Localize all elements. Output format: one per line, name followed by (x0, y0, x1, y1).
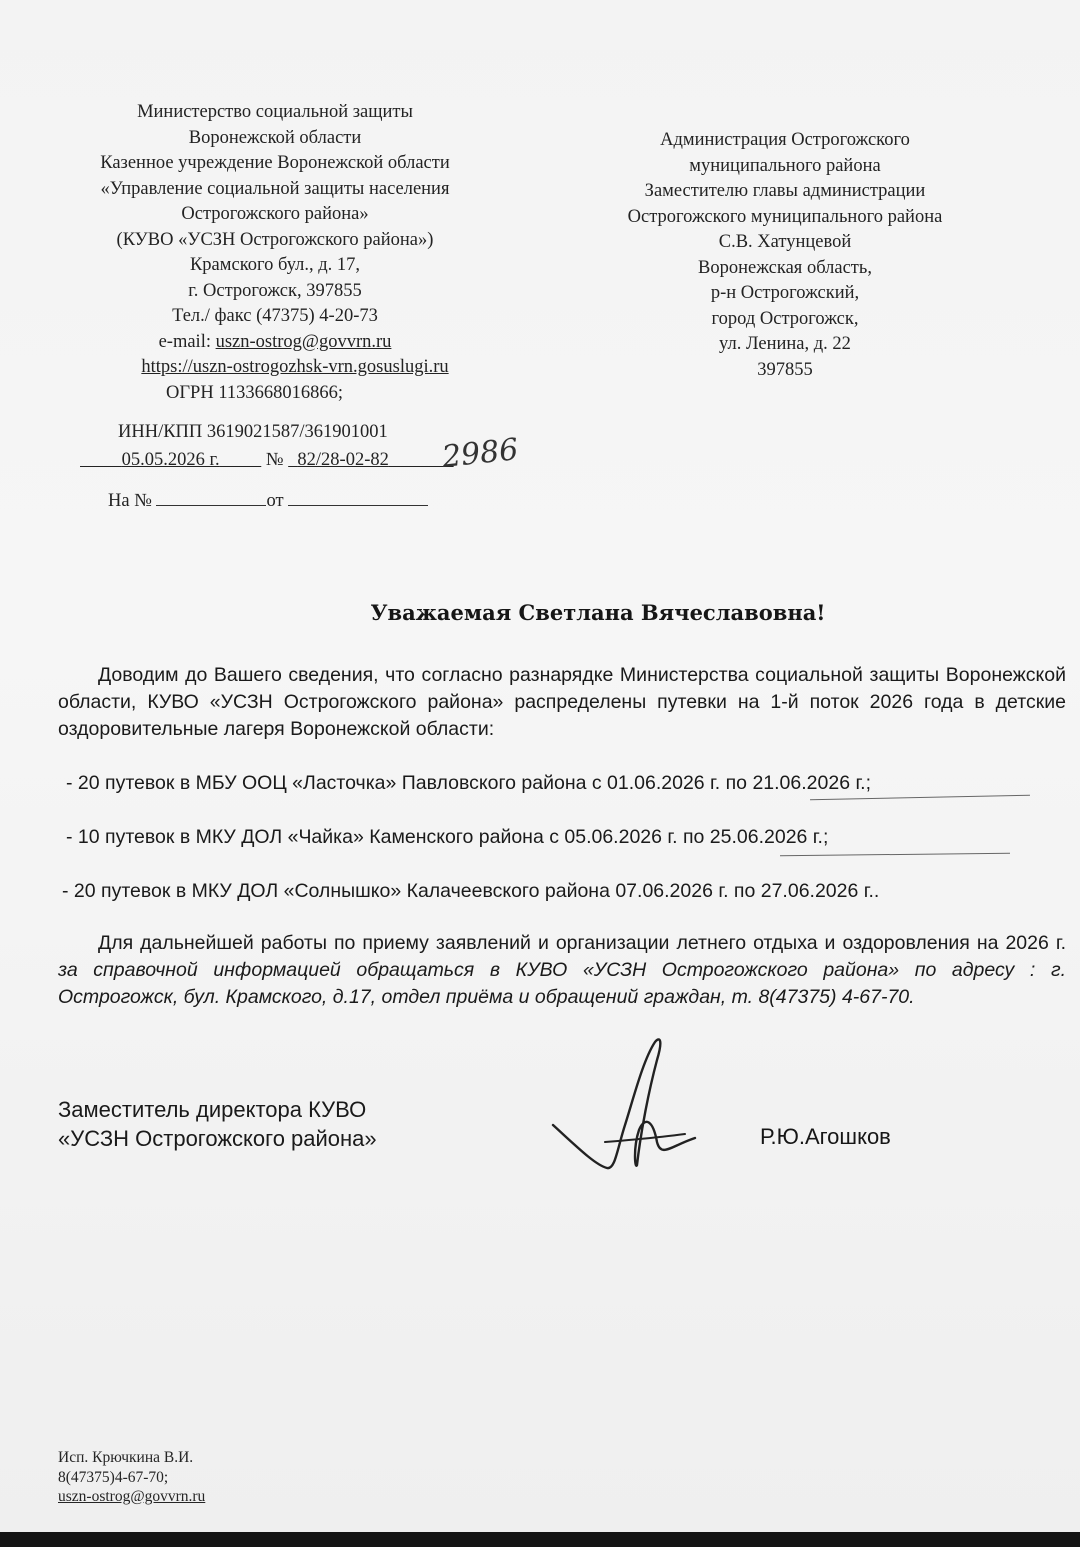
executor-block (58, 1448, 205, 1507)
handwritten-signature (545, 1030, 705, 1180)
recipient-block (580, 128, 990, 383)
list-item: - 10 путевок в МКУ ДОЛ «Чайка» Каменского района с 05.06.2026 г. по 25.06.2026 г.; (66, 826, 829, 848)
reply-date-blank (288, 487, 428, 506)
list-item: - 20 путевок в МКУ ДОЛ «Солнышко» Калачеевского района 07.06.2026 г. по 27.06.2026 г.. (62, 880, 880, 902)
outgoing-number-label: № (265, 450, 284, 470)
sender-email-link[interactable]: uszn-ostrog@govvrn.ru (215, 331, 392, 352)
sender-inn: ИНН/КПП 3619021587/361901001 (118, 422, 388, 442)
paragraph-contacts-italic: за справочной информацией обращаться в КУВО «УСЗН Острогожского района» по адресу : г. Острогожск, бул. Крамского, д.17, отдел приёма и обращений граждан, т. 8(47375) 4-67-70. (58, 959, 1066, 1008)
list-item: - 20 путевок в МБУ ООЦ «Ласточка» Павловского района с 01.06.2026 г. по 21.06.2026 г.; (66, 772, 872, 794)
executor-phone: 8(47375)4-67-70; (58, 1468, 169, 1486)
recipient-line: муниципального района (689, 155, 881, 176)
sender-email-line (40, 330, 510, 356)
paragraph-contacts-lead: Для дальнейшей работы по приему заявлений и организации летнего отдыха и оздоровления на 2026 г. (98, 932, 1066, 954)
bottom-edge-strip (0, 1532, 1080, 1547)
recipient-line: Заместителю главы администрации (644, 181, 926, 201)
reply-date-label: от (266, 491, 284, 511)
letter-greeting: Уважаемая Светлана Вячеславовна! (370, 600, 826, 625)
signatory-position-line: «УСЗН Острогожского района» (58, 1126, 377, 1151)
recipient-line: Администрация Острогожского (660, 130, 910, 150)
signatory-position-line: Заместитель директора КУВО (58, 1097, 367, 1122)
recipient-line: город Острогожск, (711, 308, 859, 329)
handwritten-number: 2986 (440, 432, 520, 475)
reply-number-label: На № (108, 491, 152, 511)
reply-number-blank (156, 487, 266, 506)
sender-line: Крамского бул., д. 17, (189, 255, 361, 275)
sender-line: Министерство социальной защиты (137, 102, 413, 122)
sender-email-label: e-mail: (158, 331, 216, 352)
recipient-line: Воронежская область, (698, 257, 872, 278)
recipient-line: р-н Острогожский, (710, 283, 860, 303)
sender-website-link[interactable]: https://uszn-ostrogozhsk-vrn.gosuslugi.ru (141, 357, 449, 377)
paragraph-intro: Доводим до Вашего сведения, что согласно разнарядке Министерства социальной защиты Воронежской области, КУВО «УСЗН Острогожского района» распределены путевки на 1-й поток 2026 года в детские оздоровительные лагеря Воронежской области: (58, 664, 1066, 740)
signatory-position (58, 1095, 377, 1153)
paragraph-contacts (58, 930, 1066, 1011)
executor-name: Исп. Крючкина В.И. (58, 1449, 194, 1466)
sender-line: (КУВО «УСЗН Острогожского района») (116, 229, 434, 250)
sender-line: Тел./ факс (47375) 4-20-73 (172, 306, 378, 326)
signatory-name: Р.Ю.Агошков (760, 1124, 891, 1149)
sender-line: «Управление социальной защиты населения (100, 178, 450, 199)
pen-underline (780, 853, 1010, 856)
recipient-line: 397855 (757, 359, 813, 380)
executor-email-link[interactable]: uszn-ostrog@govvrn.ru (58, 1488, 206, 1505)
sender-ogrn: ОГРН 1133668016866; (166, 382, 344, 403)
outgoing-date: 05.05.2026 г. (121, 450, 220, 470)
sender-line: Казенное учреждение Воронежской области (100, 153, 450, 173)
sender-block (40, 100, 510, 446)
recipient-line: ул. Ленина, д. 22 (719, 334, 851, 354)
sender-line: Воронежской области (188, 127, 362, 148)
outgoing-number: 82/28-02-82 (297, 450, 389, 470)
reply-reference (108, 487, 428, 512)
sender-line: Острогожского района» (181, 204, 369, 224)
recipient-line: Острогожского муниципального района (627, 206, 943, 227)
pen-underline (810, 795, 1030, 801)
recipient-line: С.В. Хатунцевой (718, 232, 852, 252)
sender-line: г. Острогожск, 397855 (188, 280, 362, 301)
